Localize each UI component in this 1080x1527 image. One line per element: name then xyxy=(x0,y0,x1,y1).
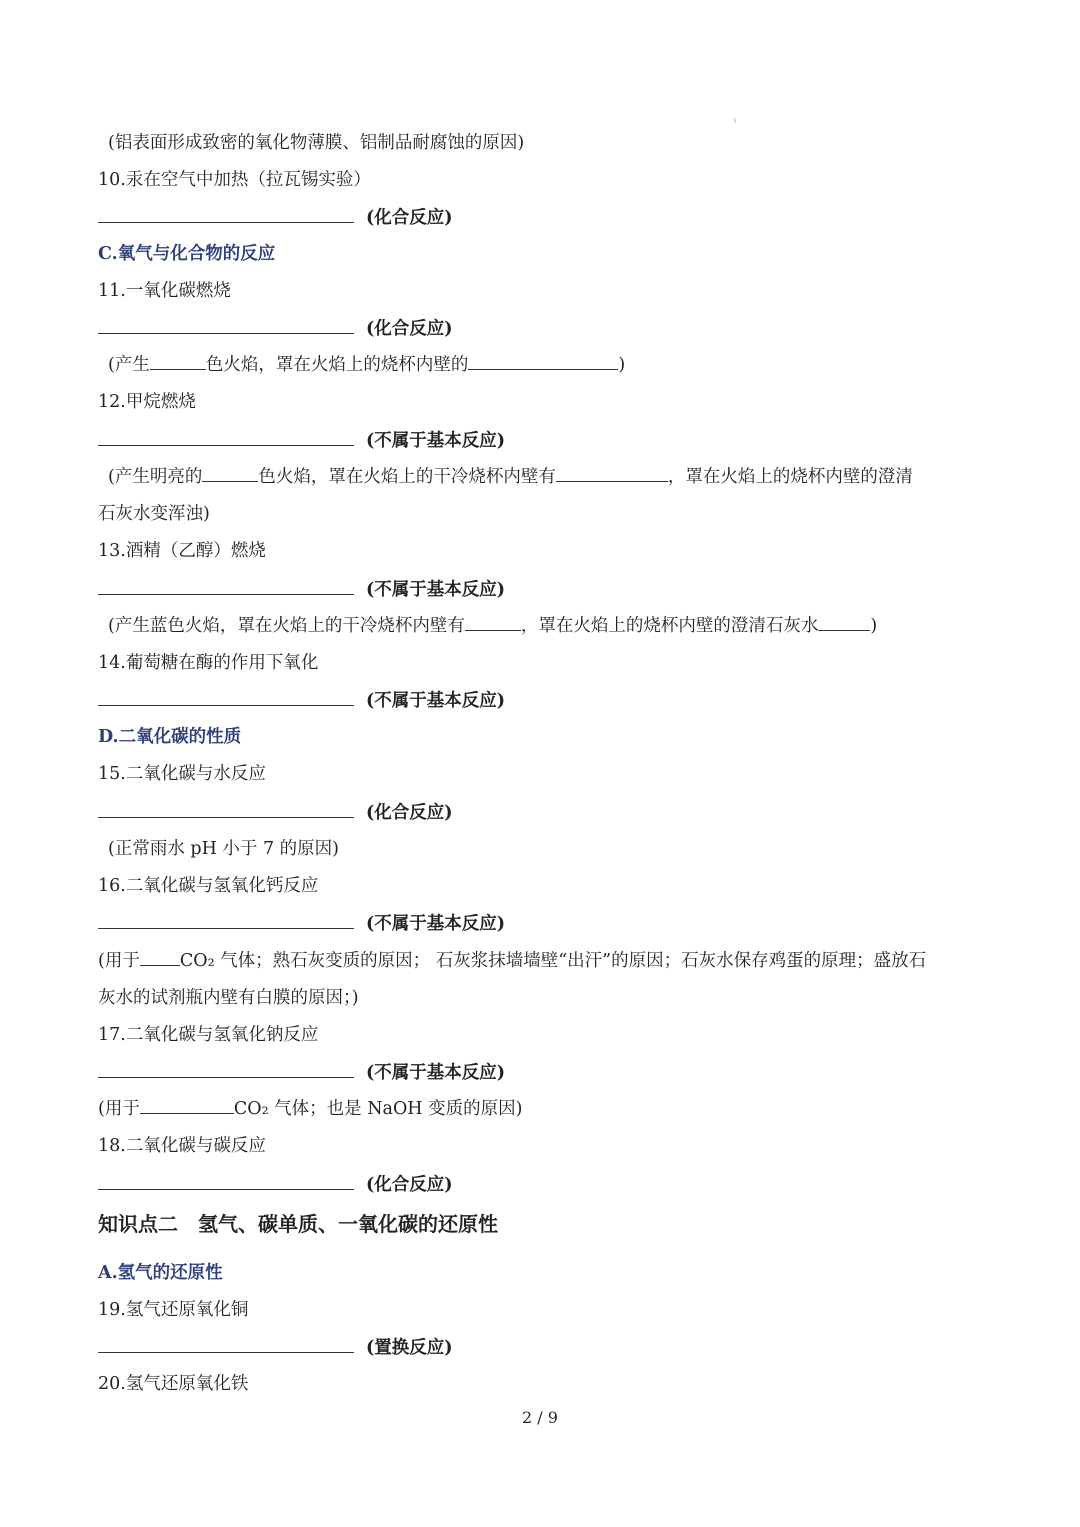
answer-blank[interactable] xyxy=(98,688,354,706)
question-17 xyxy=(98,1023,988,1047)
fill-blank[interactable] xyxy=(468,353,618,370)
reaction-type: (不属于基本反应) xyxy=(366,691,506,711)
reaction-type: (不属于基本反应) xyxy=(366,914,506,934)
answer-blank[interactable] xyxy=(98,1335,354,1353)
answer-line-13 xyxy=(98,577,988,602)
note-text: (产生明亮的 xyxy=(108,467,203,487)
reaction-type: (化合反应) xyxy=(366,319,453,339)
answer-blank[interactable] xyxy=(98,1060,354,1078)
question-text: 15.二氧化碳与水反应 xyxy=(98,764,266,784)
section-title: C.氧气与化合物的反应 xyxy=(98,244,276,264)
fill-blank[interactable] xyxy=(140,949,180,966)
answer-line-10 xyxy=(98,205,988,230)
note-text: (用于 xyxy=(98,1099,140,1119)
note-text: (铝表面形成致密的氧化物薄膜、铝制品耐腐蚀的原因) xyxy=(108,133,525,153)
fill-blank[interactable] xyxy=(150,353,206,370)
reaction-type: (不属于基本反应) xyxy=(366,431,506,451)
answer-blank[interactable] xyxy=(98,911,354,929)
note-text: (产生 xyxy=(108,355,150,375)
question-text: 13.酒精（乙醇）燃烧 xyxy=(98,541,266,561)
answer-line-11 xyxy=(98,316,988,341)
note-13 xyxy=(108,614,988,638)
question-text: 18.二氧化碳与碳反应 xyxy=(98,1136,266,1156)
answer-line-14 xyxy=(98,688,988,713)
fill-blank[interactable] xyxy=(818,614,870,631)
note-11 xyxy=(108,353,988,377)
question-16 xyxy=(98,874,988,898)
answer-line-18 xyxy=(98,1172,988,1197)
note-text: CO₂ 气体；熟石灰变质的原因； 石灰浆抹墙墙壁“出汗”的原因；石灰水保存鸡蛋的原理；盛放石 xyxy=(179,951,927,971)
fill-blank[interactable] xyxy=(556,465,668,482)
heading-text: 知识点二 氢气、碳单质、一氧化碳的还原性 xyxy=(98,1212,498,1236)
question-text: 20.氢气还原氧化铁 xyxy=(98,1374,249,1394)
question-15 xyxy=(98,762,988,786)
question-14 xyxy=(98,651,988,675)
fill-blank[interactable] xyxy=(202,465,258,482)
answer-line-17 xyxy=(98,1060,988,1085)
reaction-type: (化合反应) xyxy=(366,1175,453,1195)
note-text: ) xyxy=(618,355,626,375)
question-text: 17.二氧化碳与氢氧化钠反应 xyxy=(98,1025,319,1045)
question-18 xyxy=(98,1134,988,1158)
scan-speck xyxy=(734,118,736,123)
question-text: 19.氢气还原氧化铜 xyxy=(98,1300,249,1320)
answer-line-19 xyxy=(98,1335,988,1360)
note-text: 色火焰，罩在火焰上的干冷烧杯内壁有 xyxy=(258,467,556,487)
note-12 xyxy=(108,465,988,489)
reaction-type: (化合反应) xyxy=(366,803,453,823)
reaction-type: (不属于基本反应) xyxy=(366,1063,506,1083)
question-19 xyxy=(98,1298,988,1322)
question-10 xyxy=(98,168,988,192)
section-title: A.氢气的还原性 xyxy=(98,1263,223,1283)
question-text: 11.一氧化碳燃烧 xyxy=(98,281,231,301)
note-16 xyxy=(98,949,988,973)
answer-blank[interactable] xyxy=(98,205,354,223)
note-text: ，罩在火焰上的烧杯内壁的澄清石灰水 xyxy=(520,616,819,636)
note-17 xyxy=(98,1097,988,1121)
knowledge-point-2-heading xyxy=(98,1212,988,1236)
answer-line-16 xyxy=(98,911,988,936)
section-title: D.二氧化碳的性质 xyxy=(98,727,242,747)
answer-blank[interactable] xyxy=(98,800,354,818)
answer-line-15 xyxy=(98,800,988,825)
reaction-type: (置换反应) xyxy=(366,1338,453,1358)
section-a-heading xyxy=(98,1261,988,1285)
note-text: 石灰水变浑浊) xyxy=(98,504,210,524)
fill-blank[interactable] xyxy=(465,614,521,631)
reaction-type: (化合反应) xyxy=(366,208,453,228)
section-d-heading xyxy=(98,725,988,749)
question-20 xyxy=(98,1372,988,1396)
note-text: ) xyxy=(870,616,878,636)
question-12 xyxy=(98,390,988,414)
question-11 xyxy=(98,279,988,303)
note-16-cont xyxy=(98,986,988,1010)
note-15 xyxy=(108,837,988,861)
question-text: 10.汞在空气中加热（拉瓦锡实验） xyxy=(98,170,371,190)
note-aluminum xyxy=(108,131,988,155)
note-12-cont xyxy=(98,502,988,526)
note-text: 灰水的试剂瓶内壁有白膜的原因；) xyxy=(98,988,359,1008)
question-text: 12.甲烷燃烧 xyxy=(98,392,196,412)
page-number: 2 / 9 xyxy=(522,1408,558,1427)
note-text: (用于 xyxy=(98,951,140,971)
section-c-heading xyxy=(98,242,988,266)
answer-blank[interactable] xyxy=(98,1172,354,1190)
note-text: (正常雨水 pH 小于 7 的原因) xyxy=(108,839,340,859)
fill-blank[interactable] xyxy=(140,1097,234,1114)
answer-blank[interactable] xyxy=(98,428,354,446)
note-text: ，罩在火焰上的烧杯内壁的澄清 xyxy=(667,467,913,487)
question-text: 16.二氧化碳与氢氧化钙反应 xyxy=(98,876,319,896)
answer-line-12 xyxy=(98,428,988,453)
answer-blank[interactable] xyxy=(98,316,354,334)
note-text: (产生蓝色火焰，罩在火焰上的干冷烧杯内壁有 xyxy=(108,616,465,636)
note-text: CO₂ 气体；也是 NaOH 变质的原因) xyxy=(233,1099,523,1119)
question-13 xyxy=(98,539,988,563)
question-text: 14.葡萄糖在酶的作用下氧化 xyxy=(98,653,319,673)
reaction-type: (不属于基本反应) xyxy=(366,580,506,600)
note-text: 色火焰，罩在火焰上的烧杯内壁的 xyxy=(205,355,469,375)
answer-blank[interactable] xyxy=(98,577,354,595)
